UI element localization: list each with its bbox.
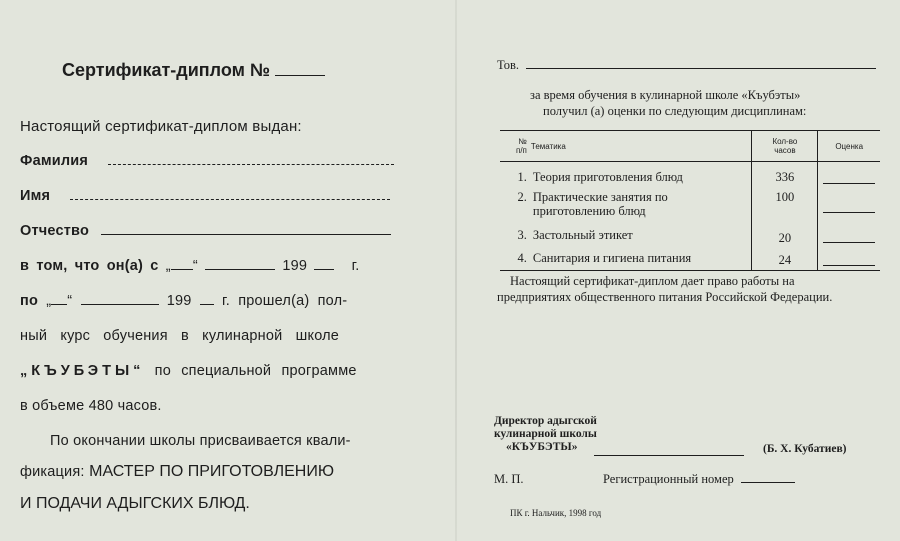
to-month-field[interactable]: [81, 304, 159, 305]
surname-field[interactable]: [108, 164, 394, 165]
director-line-3: «КЪУБЭТЫ»: [506, 441, 578, 453]
intro-line-1: за время обучения в кулинарной школе «Къубэты»: [530, 88, 801, 102]
row-grade[interactable]: [818, 225, 880, 248]
header-topic: Тематика: [531, 131, 752, 162]
tov-label: Тов.: [497, 58, 519, 72]
director-signature-field[interactable]: [594, 455, 744, 456]
qualification-value-1: МАСТЕР ПО ПРИГОТОВЛЕНИЮ: [89, 463, 334, 480]
table-row: [500, 225, 880, 248]
qualification-value-2: И ПОДАЧИ АДЫГСКИХ БЛЮД.: [20, 495, 250, 512]
to-year-prefix: 199: [166, 293, 192, 309]
passed-text: г. прошел(а) пол-: [222, 293, 348, 309]
certificate-title: [62, 60, 325, 81]
to-quote-close: “: [67, 293, 73, 309]
grade-line: [823, 242, 875, 243]
registration-label: Регистрационный номер: [603, 472, 734, 486]
since-year-field[interactable]: [314, 269, 334, 270]
tov-field[interactable]: [526, 68, 876, 69]
director-line-2: кулинарной школы: [494, 428, 597, 440]
to-year-field[interactable]: [200, 304, 214, 305]
row-hours: 24: [752, 248, 818, 271]
header-num: № п/п: [500, 131, 531, 162]
row-topic: Санитария и гигиена питания: [532, 251, 692, 265]
since-row: [20, 258, 360, 274]
since-day-field[interactable]: [171, 269, 193, 270]
table-row: [500, 248, 880, 271]
name-row: [20, 188, 390, 204]
director-block: [494, 415, 597, 454]
row-grade[interactable]: [818, 248, 880, 271]
row-topic: Застольный этикет: [532, 228, 633, 242]
to-prefix: по: [20, 293, 39, 309]
rights-line-1: Настоящий сертификат-диплом дает право работы на: [510, 274, 795, 288]
row-num: 3.: [517, 228, 527, 242]
tov-row: [497, 58, 876, 73]
intro-line-2: получил (а) оценки по следующим дисциплинам:: [543, 104, 807, 118]
title-text: Сертификат-диплом №: [62, 60, 270, 80]
mp-label: М. П.: [494, 472, 524, 486]
since-quote-close: “: [192, 258, 198, 274]
row-topic: Практические занятия по приготовлению блюд: [532, 190, 668, 218]
to-day-field[interactable]: [51, 304, 67, 305]
program-row: [20, 363, 357, 379]
to-row: [20, 293, 347, 309]
surname-label: Фамилия: [20, 153, 89, 169]
row-hours: 100: [752, 187, 818, 225]
qualification-line2: [20, 463, 334, 481]
school-name: „КЪУБЭТЫ“: [20, 363, 145, 379]
certificate-number-field[interactable]: [275, 75, 325, 76]
issued-text: Настоящий сертификат-диплом выдан:: [20, 118, 302, 135]
to-quote-open: „: [46, 293, 52, 309]
grades-table: [500, 130, 880, 271]
registration-number-field[interactable]: [741, 482, 795, 483]
table-header-row: [500, 131, 880, 162]
registration-row: [603, 472, 795, 487]
volume-text: в объеме 480 часов.: [20, 398, 162, 414]
page-fold: [455, 0, 457, 541]
row-topic: Теория приготовления блюд: [532, 170, 683, 184]
grade-line: [823, 265, 875, 266]
table-row: [500, 162, 880, 188]
qualification-prefix: фикация:: [20, 464, 85, 480]
grade-line: [823, 183, 875, 184]
course-text: ный курс обучения в кулинарной школе: [20, 328, 340, 344]
since-quote-open: „: [165, 258, 171, 274]
since-month-field[interactable]: [205, 269, 275, 270]
name-label: Имя: [20, 188, 51, 204]
row-grade[interactable]: [818, 187, 880, 225]
header-grade: Оценка: [818, 131, 880, 162]
patronymic-row: [20, 223, 391, 239]
header-hours: Кол-во часов: [752, 131, 818, 162]
row-hours: 20: [752, 225, 818, 248]
qualification-line1: По окончании школы присваивается квали-: [50, 433, 351, 449]
table-row: [500, 187, 880, 225]
row-num: 2.: [517, 190, 527, 204]
row-num: 4.: [517, 251, 527, 265]
rights-line-2: предприятиях общественного питания Российской Федерации.: [497, 290, 833, 304]
row-hours: 336: [752, 162, 818, 188]
grade-line: [823, 212, 875, 213]
since-year-prefix: 199: [282, 258, 308, 274]
surname-row: [20, 153, 394, 169]
patronymic-label: Отчество: [20, 223, 90, 239]
since-prefix: в том, что он(а) с: [20, 258, 159, 274]
name-field[interactable]: [70, 199, 390, 200]
director-line-1: Директор адыгской: [494, 415, 597, 427]
row-grade[interactable]: [818, 162, 880, 188]
patronymic-field[interactable]: [101, 234, 391, 235]
program-text: по специальной программе: [154, 363, 357, 379]
since-year-suffix: г.: [351, 258, 360, 274]
print-info: ПК г. Нальчик, 1998 год: [510, 508, 602, 518]
director-name: (Б. Х. Кубатиев): [763, 443, 847, 455]
row-num: 1.: [517, 170, 527, 184]
